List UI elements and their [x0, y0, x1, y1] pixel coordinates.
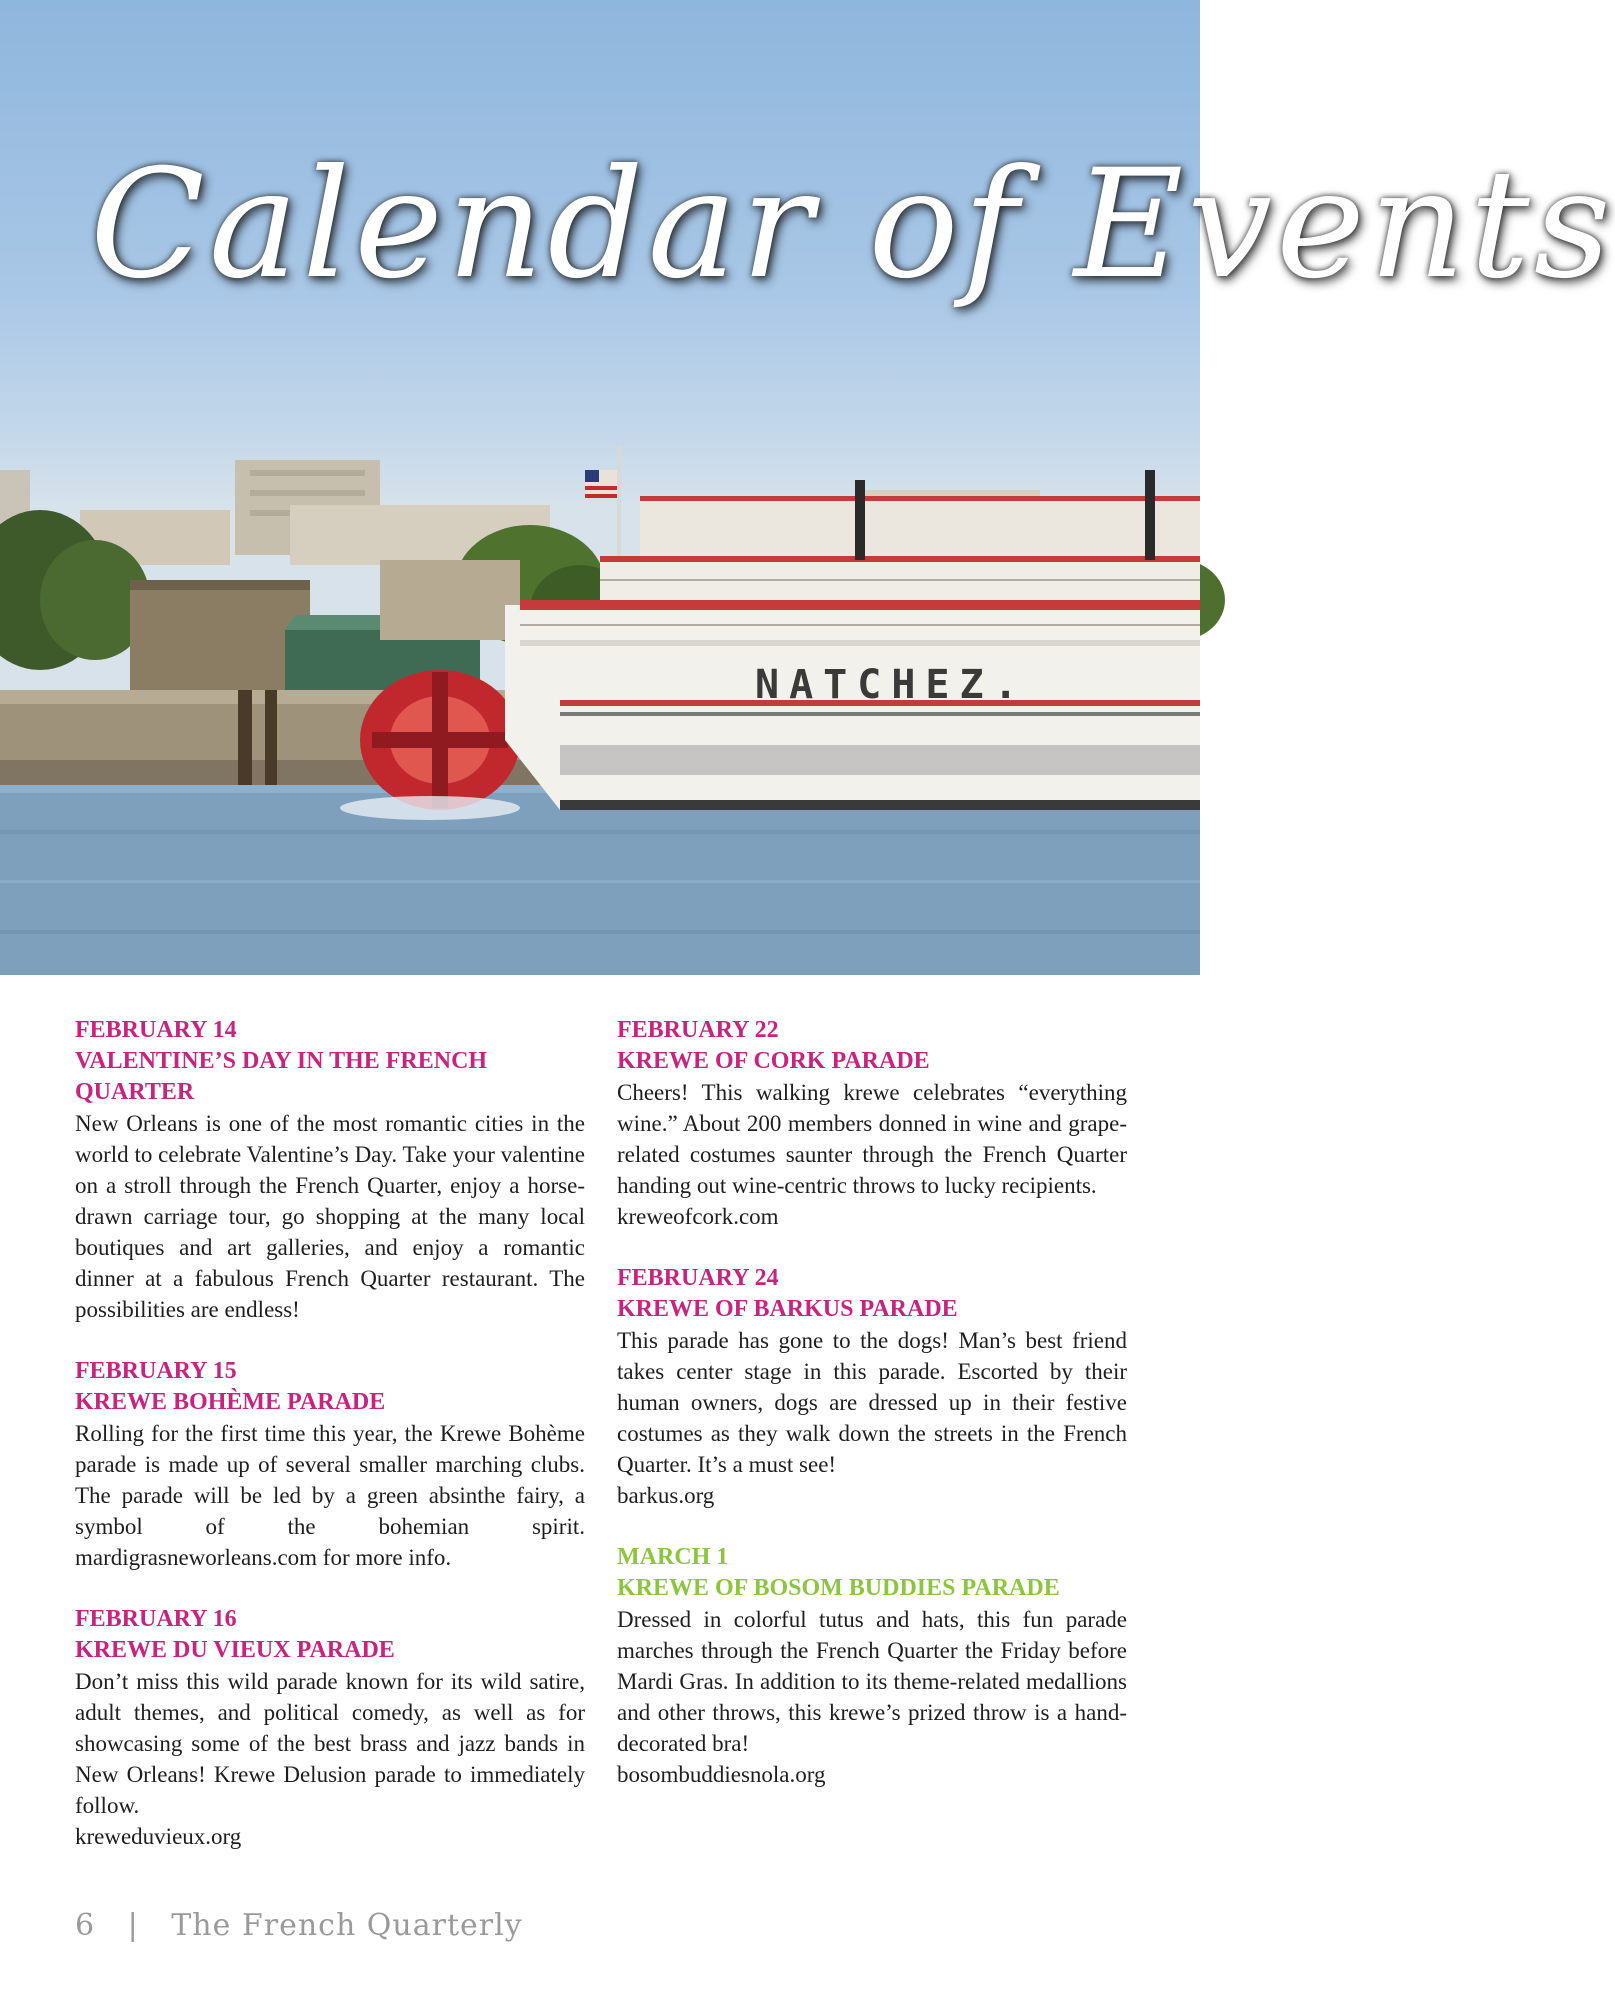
- event-website-link[interactable]: kreweofcork.com: [617, 1204, 779, 1229]
- event-website-link[interactable]: barkus.org: [617, 1483, 715, 1508]
- page-title: Calendar of Events: [90, 138, 1615, 312]
- event-description: Dressed in colorful tutus and hats, this fun parade marches through the French Quarter the Friday before Mardi Gras. In addition to its theme-related medallions and other throws, this krewe’s prized throw is a hand-decorated bra!: [617, 1607, 1127, 1756]
- event-krewe-of-cork: [617, 1015, 1127, 1232]
- event-date: FEBRUARY 15: [75, 1358, 237, 1384]
- page-footer: [75, 1908, 523, 1943]
- page-number: 6: [75, 1908, 96, 1943]
- event-description: Cheers! This walking krewe celebrates “everything wine.” About 200 members donned in wine and grape-related costumes saunter through the French Quarter handing out wine-centric throws to lucky recipients.: [617, 1080, 1127, 1198]
- event-title: KREWE OF BOSOM BUDDIES PARADE: [617, 1575, 1060, 1601]
- event-date: FEBRUARY 22: [617, 1017, 779, 1043]
- event-description: New Orleans is one of the most romantic cities in the world to celebrate Valentine’s Day. Take your valentine on a stroll through the French Quarter, enjoy a horse-drawn carriage tour, go shopping at the many local boutiques and art galleries, and enjoy a romantic dinner at a fabulous French Quarter restaurant. The possibilities are endless!: [75, 1111, 585, 1322]
- event-krewe-du-vieux: [75, 1604, 585, 1852]
- event-krewe-boheme: [75, 1356, 585, 1573]
- hero-photo: [0, 0, 1615, 975]
- events-column-left: [75, 1015, 585, 1883]
- event-valentines-day: [75, 1015, 585, 1325]
- event-krewe-of-bosom-buddies: [617, 1542, 1127, 1790]
- event-title: KREWE BOHÈME PARADE: [75, 1389, 386, 1415]
- publication-name: The French Quarterly: [171, 1908, 523, 1943]
- event-website-link[interactable]: kreweduvieux.org: [75, 1824, 242, 1849]
- event-title: KREWE OF CORK PARADE: [617, 1048, 930, 1074]
- event-date: FEBRUARY 16: [75, 1606, 237, 1632]
- event-date: MARCH 1: [617, 1544, 729, 1570]
- footer-separator: |: [127, 1908, 139, 1943]
- event-date: FEBRUARY 24: [617, 1265, 779, 1291]
- event-title: VALENTINE’S DAY IN THE FRENCH QUARTER: [75, 1048, 488, 1105]
- event-date: FEBRUARY 14: [75, 1017, 237, 1043]
- events-column-right: [617, 1015, 1127, 1821]
- event-description: Don’t miss this wild parade known for its wild satire, adult themes, and political comedy, as well as for showcasing some of the best brass and jazz bands in New Orleans! Krewe Delusion parade to immediately follow.: [75, 1669, 585, 1818]
- event-description: Rolling for the first time this year, the Krewe Bohème parade is made up of several smaller marching clubs. The parade will be led by a green absinthe fairy, a symbol of the bohemian spirit. mardigrasneworleans.com for more info.: [75, 1421, 585, 1570]
- event-title: KREWE OF BARKUS PARADE: [617, 1296, 958, 1322]
- boat-name: NATCHEZ.: [755, 662, 1028, 708]
- event-website-link[interactable]: bosombuddiesnola.org: [617, 1762, 826, 1787]
- event-description: This parade has gone to the dogs! Man’s best friend takes center stage in this parade. Escorted by their human owners, dogs are dressed up in their festive costumes as they walk down the streets in the French Quarter. It’s a must see!: [617, 1328, 1127, 1477]
- event-title: KREWE DU VIEUX PARADE: [75, 1637, 395, 1663]
- event-krewe-of-barkus: [617, 1263, 1127, 1511]
